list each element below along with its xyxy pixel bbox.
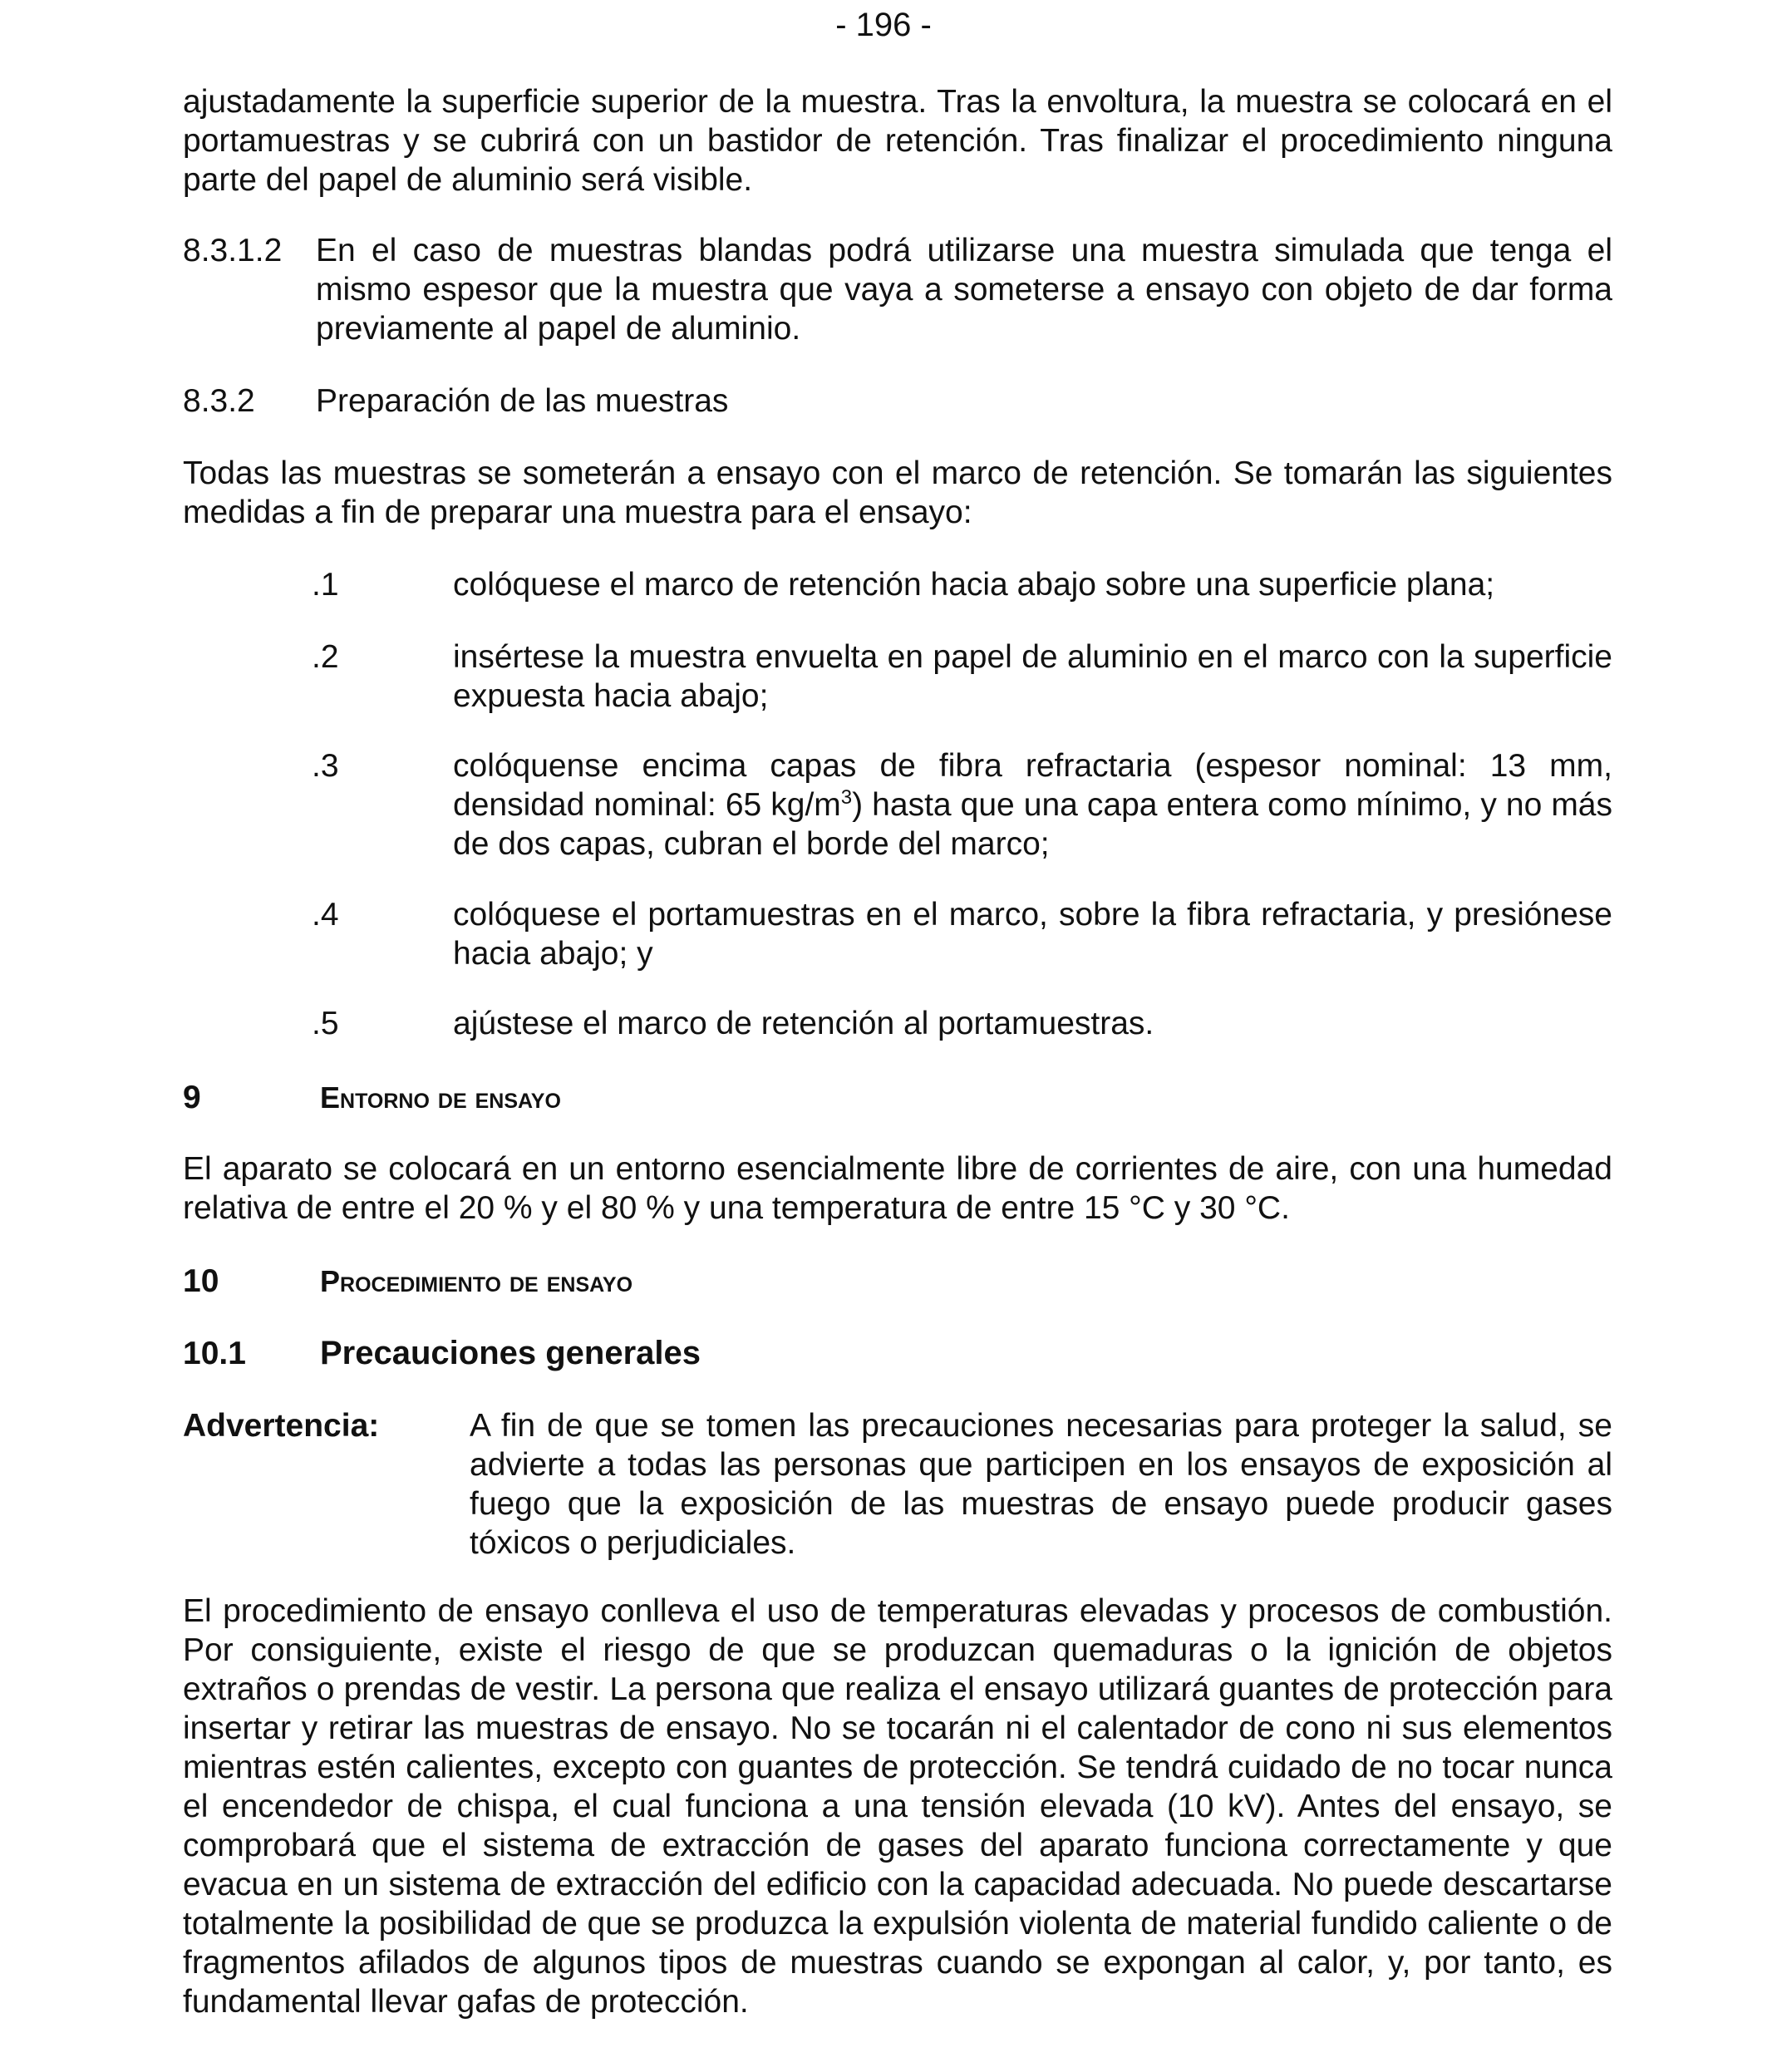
list-item-text: ajústese el marco de retención al portamuestras. xyxy=(453,1006,1154,1041)
section-heading-10 xyxy=(183,1262,1612,1301)
section-number: 9 xyxy=(183,1080,201,1115)
list-item xyxy=(312,746,1612,864)
paragraph-final: El procedimiento de ensayo conlleva el uso de temperaturas elevadas y procesos de combustión. Por consiguiente, existe el riesgo de que se produzcan quemaduras o la ignición de objetos extraños o prendas de vestir. La persona que realiza el ensayo utilizará guantes de protección para insertar y retirar las muestras de ensayo. No se tocarán ni el calentador de cono ni sus elementos mientras estén calientes, excepto con guantes de protección. Se tendrá cuidado de no tocar nunca el encendedor de chispa, el cual funciona a una tensión elevada (10 kV). Antes del ensayo, se comprobará que el sistema de extracción de gases del aparato funciona correctamente y que evacua en un sistema de extracción del edificio con la capacidad adecuada. No puede descartarse totalmente la posibilidad de que se produzca la expulsión violenta de material fundido caliente o de fragmentos afilados de algunos tipos de muestras cuando se expongan al calor, y, por tanto, es fundamental llevar gafas de protección. xyxy=(183,1593,1612,2020)
warning-text: A fin de que se tomen las precauciones necesarias para proteger la salud, se advierte a todas las personas que participen en los ensayos de exposición al fuego que la exposición de las muestras de ensayo puede producir gases tóxicos o perjudiciales. xyxy=(470,1408,1612,1561)
list-item-text: colóquese el marco de retención hacia abajo sobre una superficie plana; xyxy=(453,567,1495,603)
list-item xyxy=(312,565,1612,604)
list-item-text: insértese la muestra envuelta en papel de aluminio en el marco con la superficie expuesta hacia abajo; xyxy=(453,639,1612,714)
subsection-title: Preparación de las muestras xyxy=(316,383,729,419)
paragraph-number: 8.3.1.2 xyxy=(183,233,283,268)
list-item-number: .1 xyxy=(312,567,339,603)
list-item xyxy=(312,637,1612,716)
list-item-text-part: colóquense encima capas de fibra refractaria (espesor nominal: 13 mm, densidad nominal: 65 kg/m xyxy=(453,748,1612,823)
list-item-number: .5 xyxy=(312,1006,339,1041)
list-item-text-part: ) hasta que una capa entera como mínimo, y no más de dos capas, cubran el borde del marco; xyxy=(453,787,1612,862)
paragraph-section-9: El aparato se colocará en un entorno esencialmente libre de corrientes de aire, con una humedad relativa de entre el 20 % y el 80 % y una temperatura de entre 15 °C y 30 °C. xyxy=(183,1151,1612,1226)
warning-block xyxy=(183,1406,1612,1563)
section-number: 10 xyxy=(183,1263,219,1299)
warning-label: Advertencia: xyxy=(183,1408,380,1444)
paragraph-text: En el caso de muestras blandas podrá utilizarse una muestra simulada que tenga el mismo espesor que la muestra que vaya a someterse a ensayo con objeto de dar forma previamente al papel de aluminio. xyxy=(316,233,1612,347)
list-item-number: .4 xyxy=(312,897,339,933)
page-number: - 196 - xyxy=(835,7,932,43)
list-item xyxy=(312,895,1612,973)
subsection-number: 8.3.2 xyxy=(183,383,255,419)
section-title: Entorno de ensayo xyxy=(320,1080,561,1115)
paragraph-intro-list: Todas las muestras se someterán a ensayo con el marco de retención. Se tomarán las siguientes medidas a fin de preparar una muestra para el ensayo: xyxy=(183,455,1612,530)
paragraph-8-3-1-2 xyxy=(183,231,1612,348)
superscript: 3 xyxy=(840,786,853,809)
list-item-text xyxy=(453,746,1612,864)
paragraph-continuation: ajustadamente la superficie superior de la muestra. Tras la envoltura, la muestra se colocará en el portamuestras y se cubrirá con un bastidor de retención. Tras finalizar el procedimiento ninguna parte del papel de aluminio será visible. xyxy=(183,84,1612,198)
section-heading-9 xyxy=(183,1078,1612,1117)
section-title: Procedimiento de ensayo xyxy=(320,1264,633,1298)
subsection-8-3-2 xyxy=(183,381,1612,421)
list-item-number: .3 xyxy=(312,748,339,784)
list-item-number: .2 xyxy=(312,639,339,675)
list-item-text: colóquese el portamuestras en el marco, sobre la fibra refractaria, y presiónese hacia abajo; y xyxy=(453,897,1612,972)
list-item xyxy=(312,1004,1612,1043)
section-number: 10.1 xyxy=(183,1336,246,1371)
section-title: Precauciones generales xyxy=(320,1335,701,1371)
section-heading-10-1 xyxy=(183,1334,1612,1373)
